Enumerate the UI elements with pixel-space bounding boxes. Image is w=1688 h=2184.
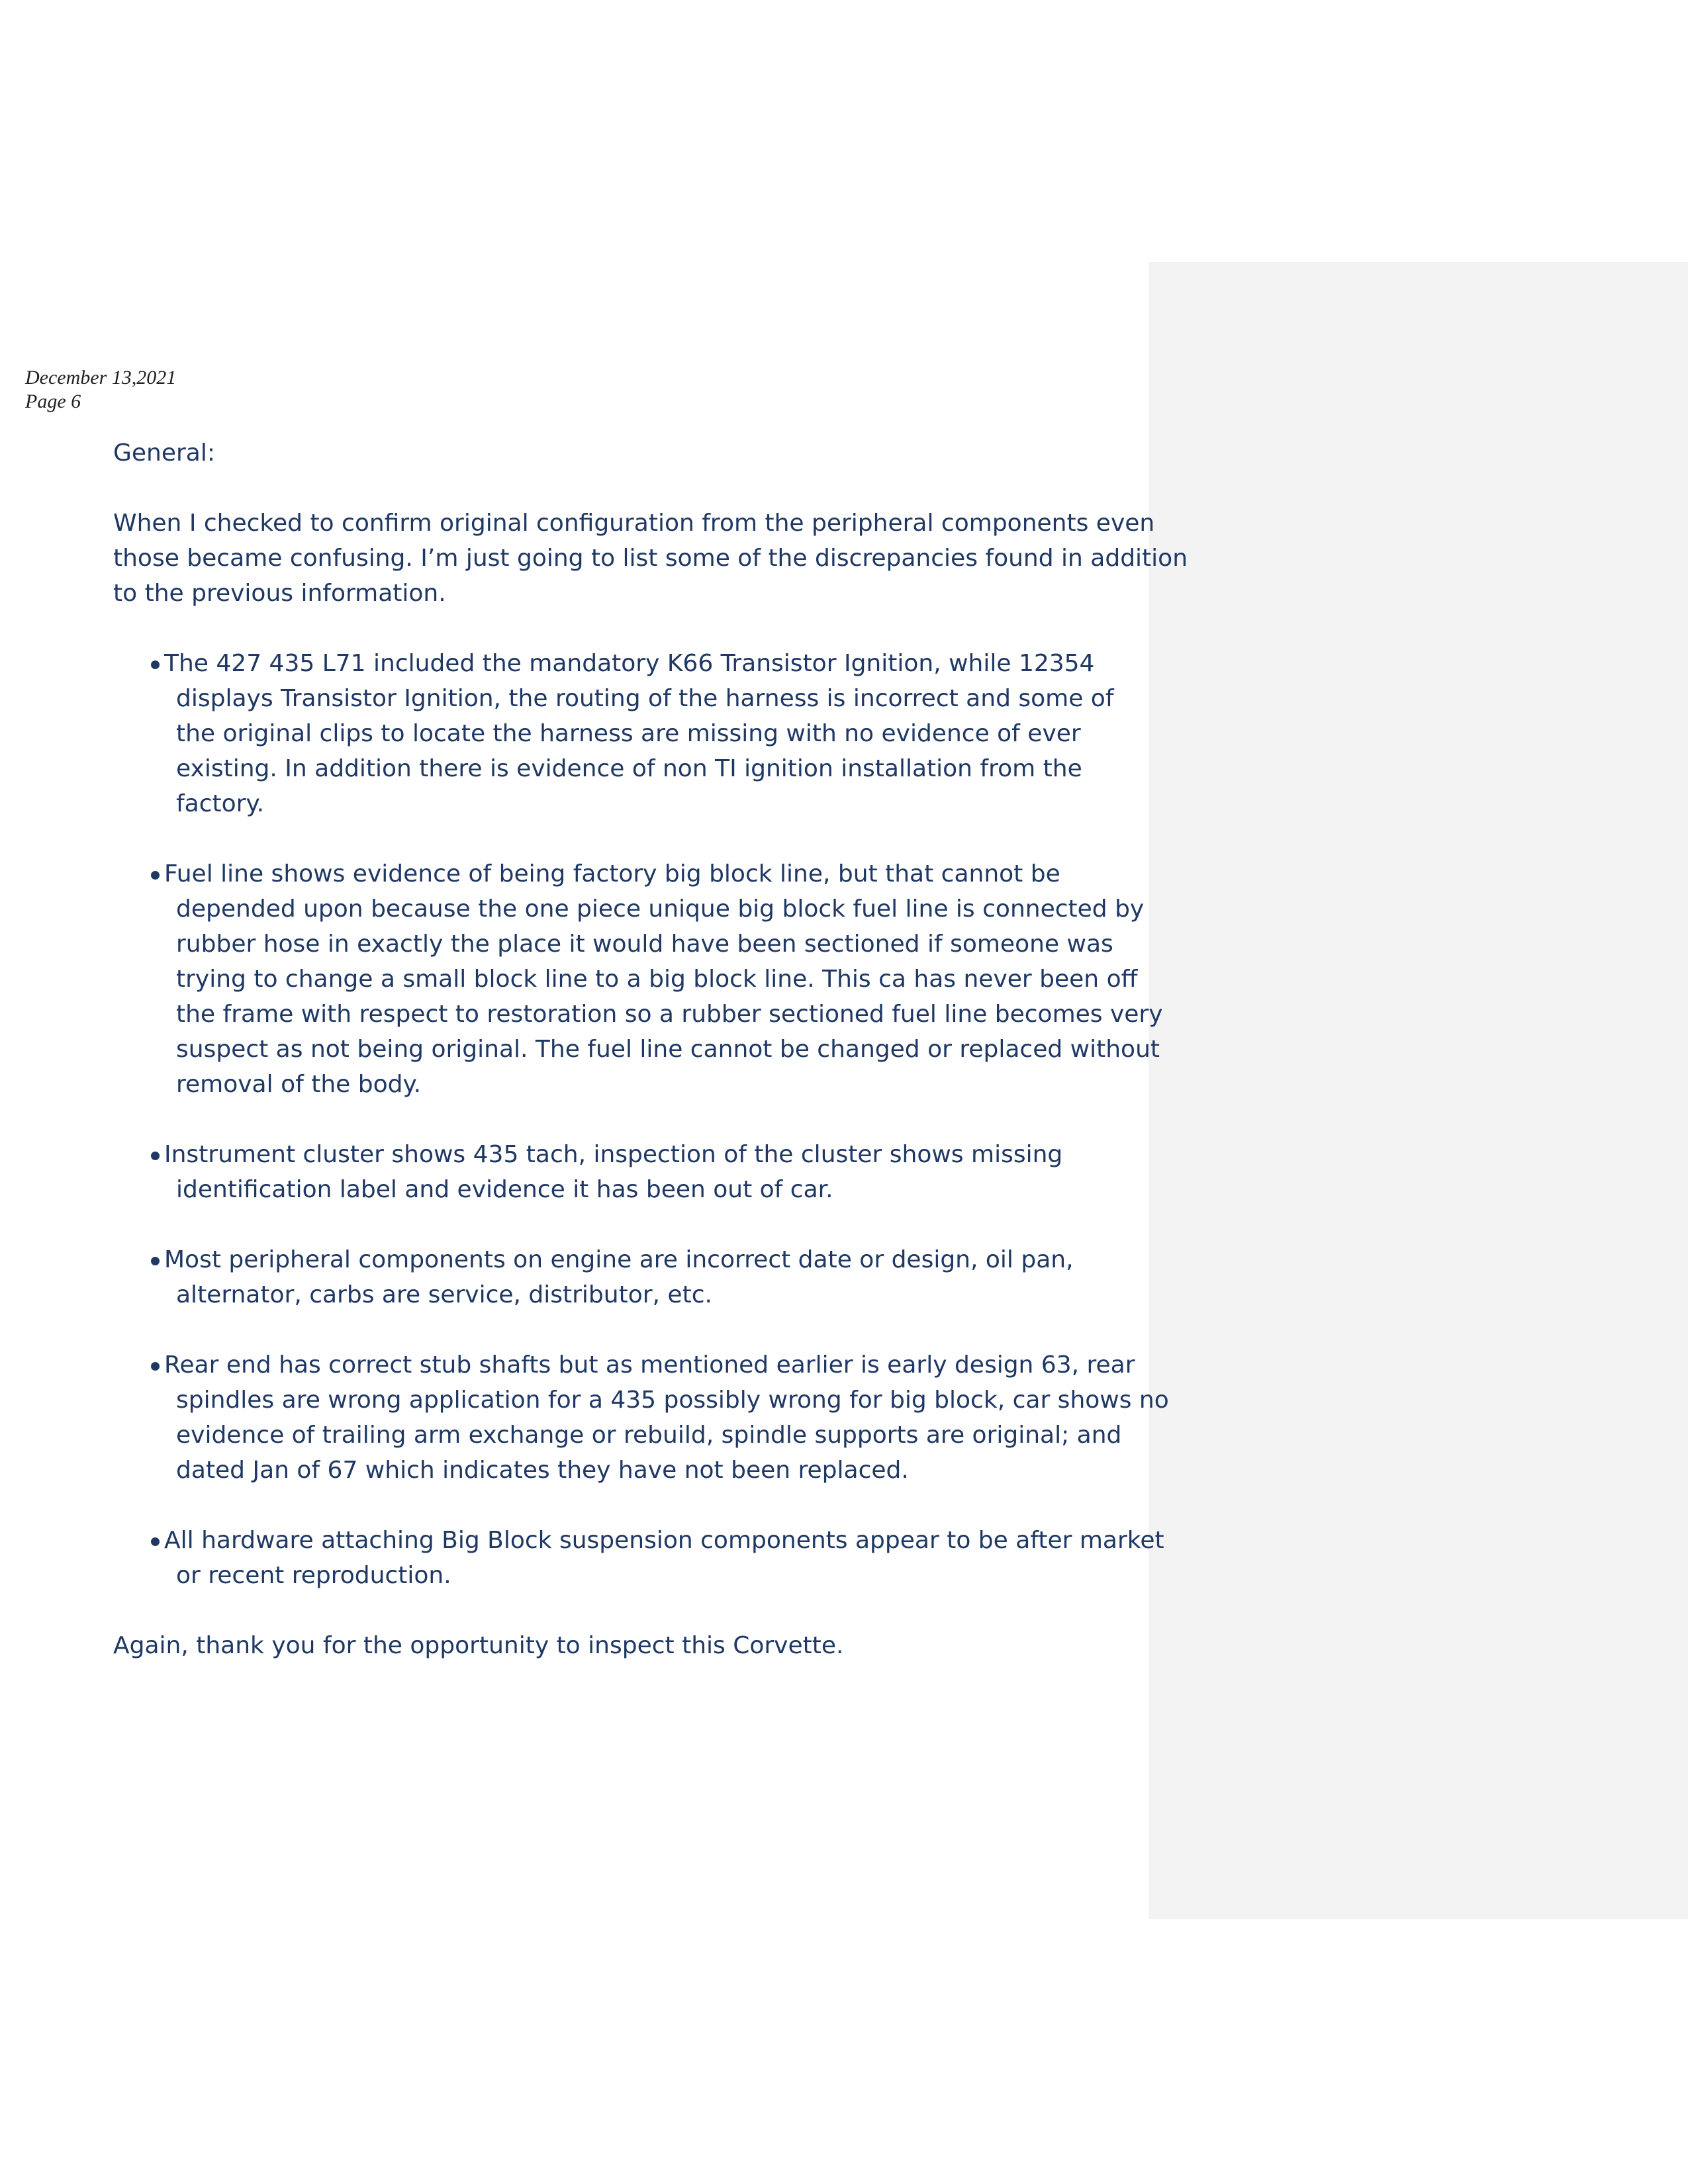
list-item-line: factory. bbox=[176, 790, 265, 817]
list-item bbox=[113, 1523, 1172, 1593]
bullet-icon bbox=[151, 871, 160, 880]
list-item bbox=[113, 1242, 1172, 1312]
header-date: December 13,2021 bbox=[25, 367, 177, 388]
list-item-line: depended upon because the one piece unique big block fuel line is connected by bbox=[176, 895, 1145, 923]
list-item-line: the original clips to locate the harness are missing with no evidence of ever bbox=[176, 720, 1081, 747]
list-item bbox=[113, 1347, 1172, 1488]
page-header bbox=[25, 366, 176, 414]
bullet-icon bbox=[151, 1537, 160, 1546]
bullet-icon bbox=[151, 1257, 160, 1265]
list-item-line: The 427 435 L71 included the mandatory K66 Transistor Ignition, while 12354 bbox=[164, 650, 1095, 677]
list-item-line: the frame with respect to restoration so a rubber sectioned fuel line becomes very bbox=[176, 1001, 1163, 1028]
document-body bbox=[113, 435, 1188, 1663]
list-item-line: evidence of trailing arm exchange or rebuild, spindle supports are original; and bbox=[176, 1422, 1122, 1449]
header-page-number: Page 6 bbox=[25, 390, 81, 412]
list-item-line: All hardware attaching Big Block suspension components appear to be after market bbox=[164, 1527, 1164, 1554]
list-item-line: rubber hose in exactly the place it would have been sectioned if someone was bbox=[176, 931, 1113, 958]
closing-sentence: Again, thank you for the opportunity to inspect this Corvette. bbox=[113, 1632, 844, 1659]
bullet-icon bbox=[151, 1152, 160, 1160]
list-item-line: trying to change a small block line to a big block line. This ca has never been off bbox=[176, 966, 1138, 993]
list-item-line: dated Jan of 67 which indicates they have not been replaced. bbox=[176, 1457, 909, 1484]
list-item-line: spindles are wrong application for a 435 possibly wrong for big block, car shows no bbox=[176, 1387, 1169, 1414]
intro-line: those became confusing. I’m just going to list some of the discrepancies found in addition bbox=[113, 545, 1188, 572]
intro-line: When I checked to confirm original configuration from the peripheral components even bbox=[113, 510, 1155, 537]
list-item-line: Fuel line shows evidence of being factory big block line, but that cannot be bbox=[164, 860, 1060, 887]
bullet-icon bbox=[151, 660, 160, 669]
list-item bbox=[113, 1137, 1172, 1207]
intro-line: to the previous information. bbox=[113, 580, 446, 607]
list-item-line: suspect as not being original. The fuel line cannot be changed or replaced without bbox=[176, 1036, 1160, 1063]
list-item-line: or recent reproduction. bbox=[176, 1562, 451, 1589]
list-item-line: alternator, carbs are service, distributor, etc. bbox=[176, 1281, 712, 1308]
section-heading: General: bbox=[113, 439, 216, 467]
list-item bbox=[113, 856, 1172, 1102]
bullet-icon bbox=[151, 1362, 160, 1371]
list-item-line: Most peripheral components on engine are incorrect date or design, oil pan, bbox=[164, 1246, 1074, 1273]
list-item-line: displays Transistor Ignition, the routing of the harness is incorrect and some of bbox=[176, 685, 1114, 712]
list-item-line: removal of the body. bbox=[176, 1071, 422, 1098]
list-item bbox=[113, 646, 1172, 821]
comment-margin-pane bbox=[1149, 262, 1688, 1919]
list-item-line: Instrument cluster shows 435 tach, inspection of the cluster shows missing bbox=[164, 1141, 1063, 1168]
intro-paragraph bbox=[113, 506, 1188, 611]
list-item-line: Rear end has correct stub shafts but as mentioned earlier is early design 63, rear bbox=[164, 1351, 1135, 1379]
list-item-line: existing. In addition there is evidence of non TI ignition installation from the bbox=[176, 755, 1082, 782]
discrepancy-list bbox=[113, 646, 1172, 1593]
list-item-line: identification label and evidence it has been out of car. bbox=[176, 1176, 833, 1203]
